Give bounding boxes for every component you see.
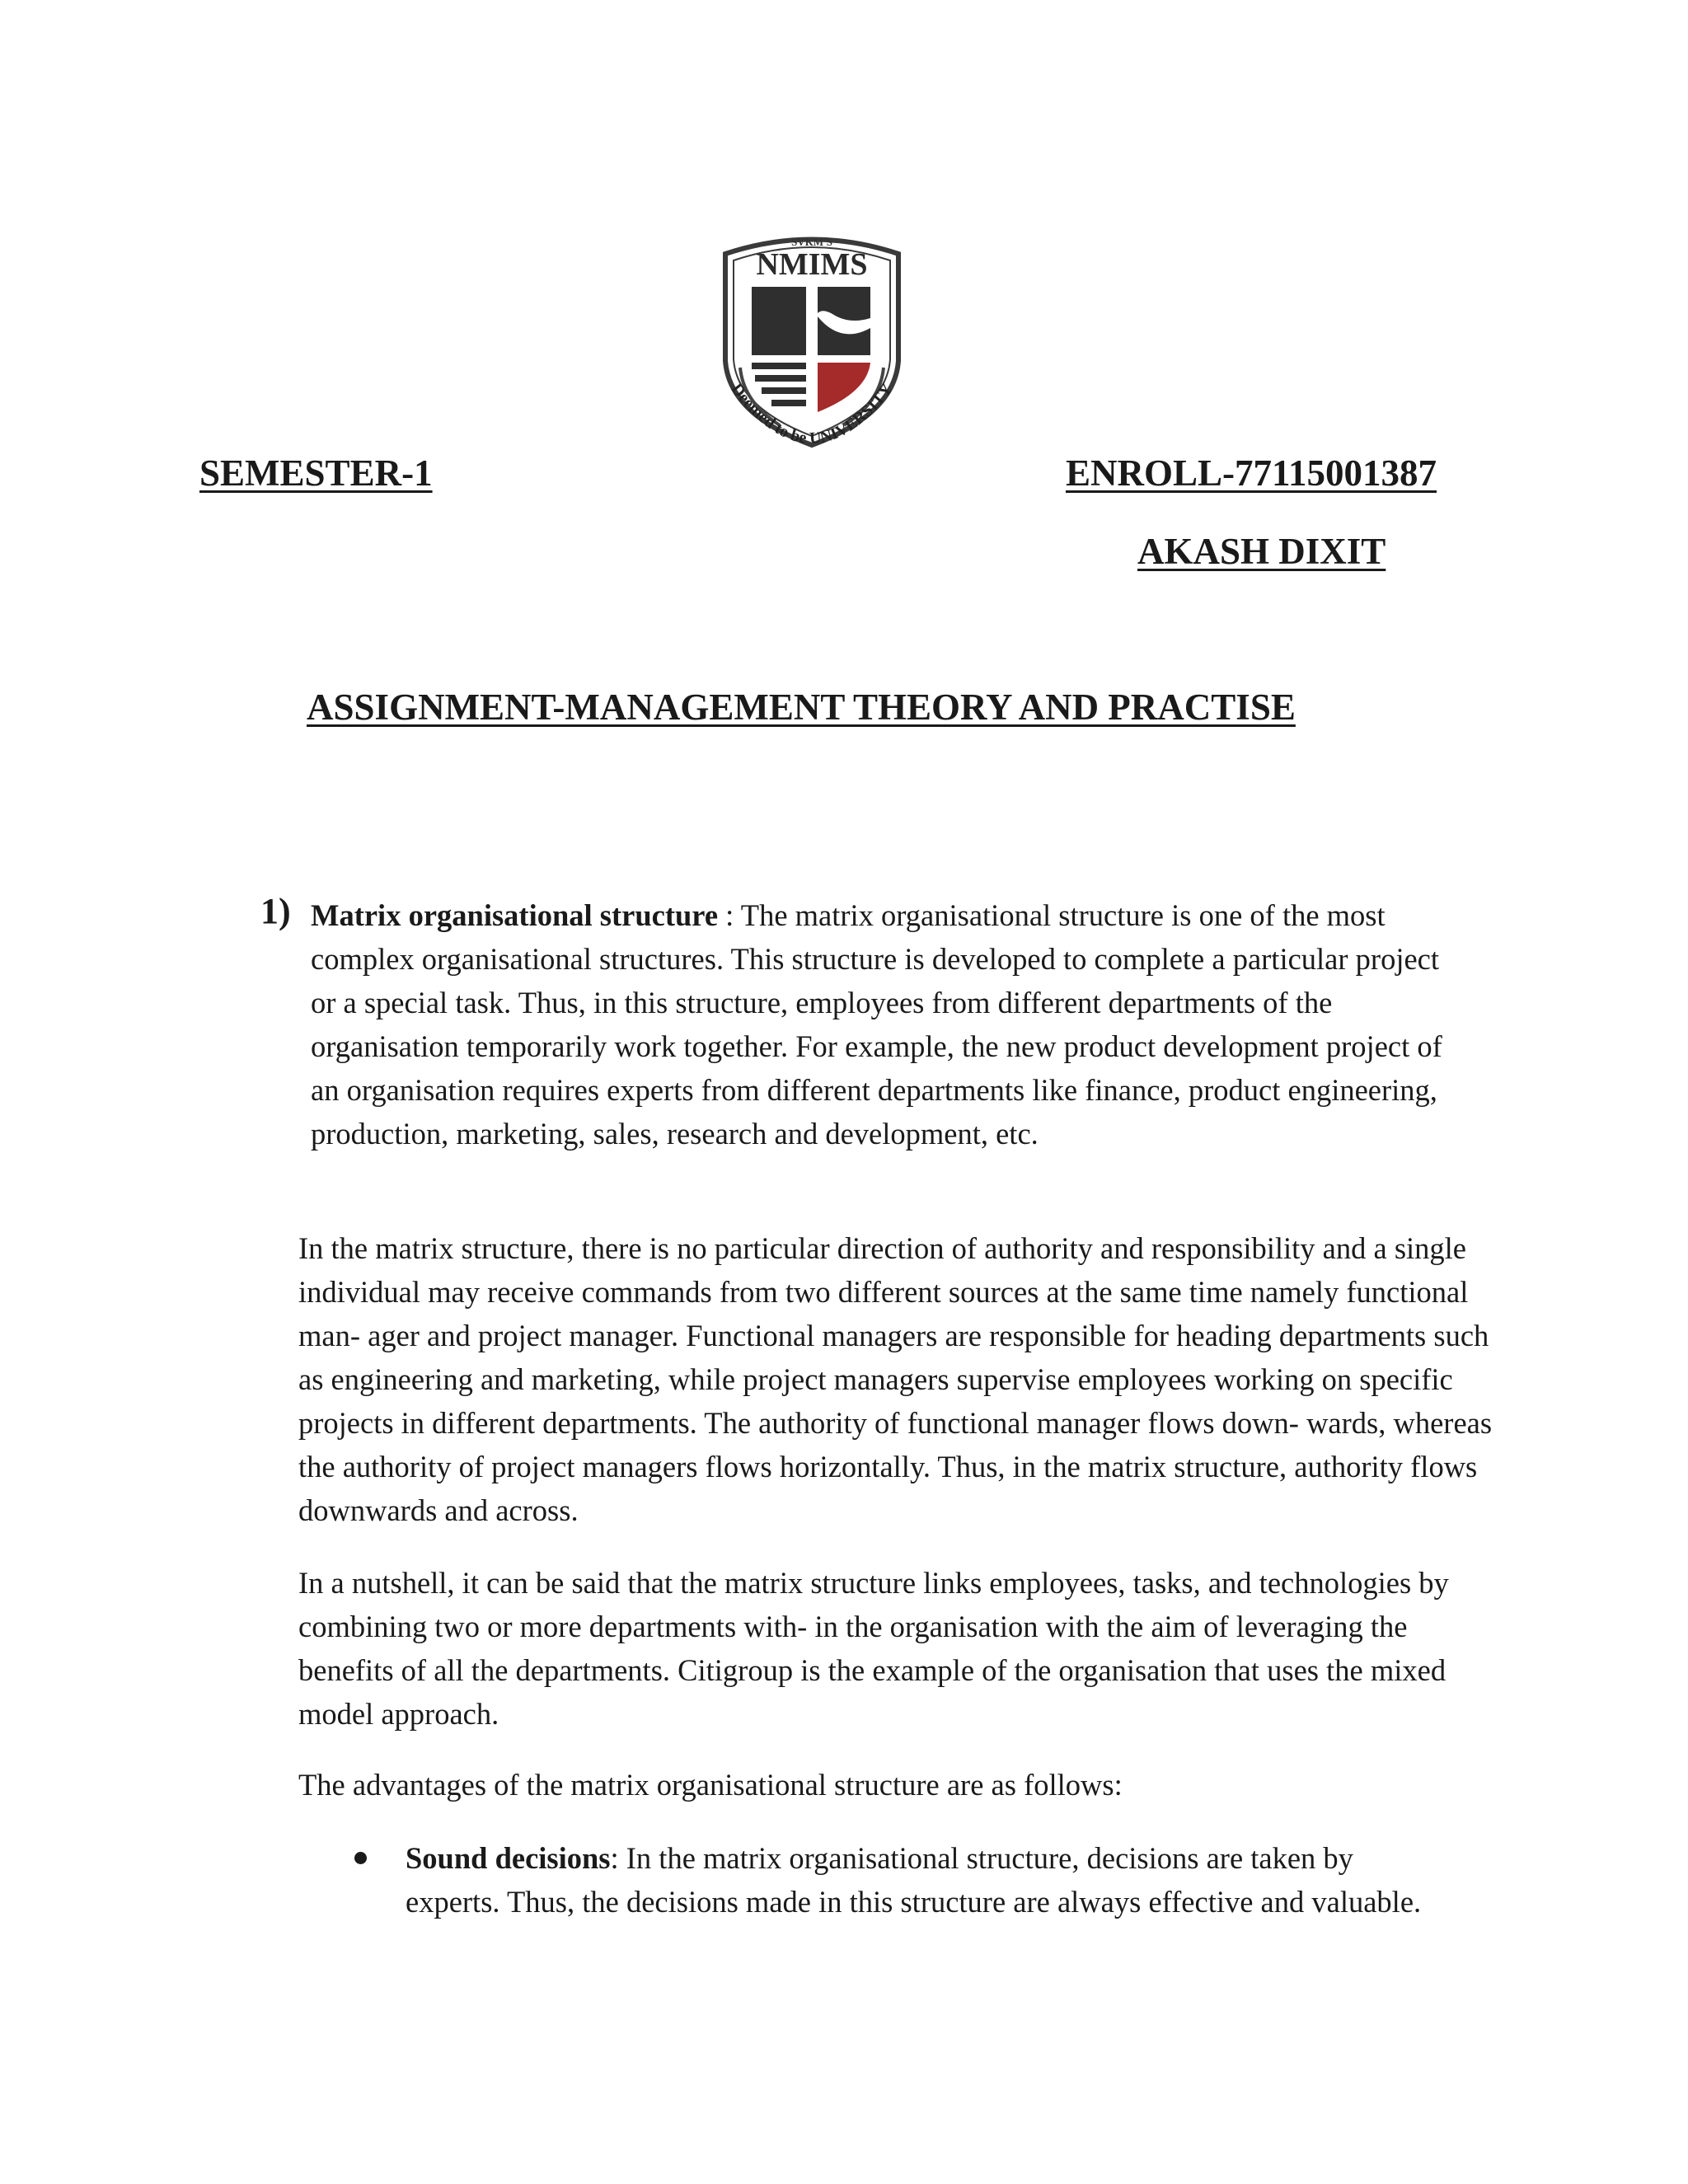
assignment-title: ASSIGNMENT-MANAGEMENT THEORY AND PRACTISE — [307, 687, 1296, 728]
paragraph-advantages-intro: The advantages of the matrix organisational structure are as follows: — [298, 1768, 1123, 1802]
advantage-text — [406, 1836, 1451, 1924]
question-intro-paragraph — [311, 893, 1465, 1155]
logo-name: NMIMS — [756, 247, 868, 282]
svg-text:Deemed to be UNIVERSITY — [728, 380, 897, 448]
advantage-description: : In the matrix organisational structure, decisions are taken by experts. Thus, the decisions made in this structure are always effective and valuable. — [406, 1841, 1422, 1919]
paragraph-nutshell: In a nutshell, it can be said that the matrix structure links employees, tasks, and technologies by combining two or more departments with- in the organisation with the aim of leveraging the benefits of all the departments. Citigroup is the example of the organisation that uses the mixed model approach. — [298, 1566, 1449, 1731]
question-number: 1) — [260, 891, 291, 931]
advantage-label: Sound decisions — [406, 1841, 611, 1875]
student-name: AKASH DIXIT — [1137, 531, 1386, 572]
paragraph-authority: In the matrix structure, there is no particular direction of authority and responsibility and a single individual may receive commands from two different sources at the same time namely functional man- ager and project manager. Functional managers are responsible for heading departments such as engineering and marketing, while project managers supervise employees working on specific projects in different departments. The authority of functional manager flows down- wards, whereas the authority of project managers flows horizontally. Thus, in the matrix structure, authority flows downwards and across. — [298, 1231, 1493, 1527]
enrollment-number: ENROLL-77115001387 — [1066, 452, 1437, 494]
question-heading: Matrix organisational structure — [311, 898, 719, 932]
question-intro-text: : The matrix organisational structure is one of the most complex organisational structures. This structure is developed to complete a particular project or a special task. Thus, in this structure, employees from different departments of the organisation temporarily work together. For example, the new product development project of an organisation requires experts from different departments like finance, product engineering, production, marketing, sales, research and development, etc. — [311, 898, 1442, 1151]
semester-label: SEMESTER-1 — [199, 452, 433, 494]
logo-motto: Deemed to be UNIVERSITY — [727, 380, 897, 448]
nmims-logo — [701, 221, 923, 476]
bullet-icon — [354, 1852, 367, 1864]
logo-top-text: SVKM'S — [791, 236, 832, 248]
